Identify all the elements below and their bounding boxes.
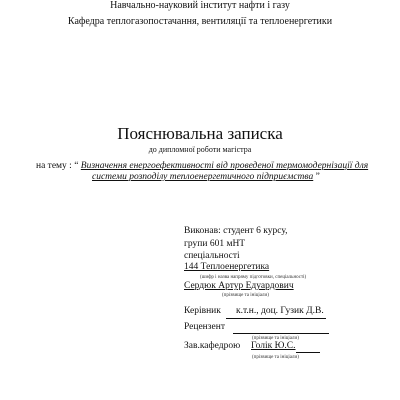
head-of-department-value: Голік Ю.С. (251, 341, 296, 351)
supervisor-value: к.т.н., доц. Гузик Д.В. (236, 306, 324, 316)
topic-line-1 (36, 160, 368, 172)
reviewer-label: Рецензент (184, 322, 225, 332)
head-of-department-caption: (прізвище та ініціали) (252, 355, 299, 360)
department-name: Кафедра теплогазопостачання, вентиляції та теплоенергетики (67, 16, 333, 27)
performer-group: групи 601 мНТ (184, 239, 246, 249)
document-subtitle: до дипломної роботи магістра (148, 145, 252, 154)
topic-text-1: Визначення енергоефективності від проведеної термомодернізації для (80, 161, 369, 171)
reviewer-underline (233, 333, 329, 334)
head-of-department-label: Зав.кафедрою (184, 341, 241, 351)
topic-text-2: системи розподілу теплоенергетичного підприємства (92, 172, 314, 182)
reviewer-caption: (прізвище та ініціали) (252, 336, 299, 341)
supervisor-underline (226, 318, 326, 319)
specialty-label: спеціальності (184, 251, 240, 261)
specialty-caption: (шифр і назва напряму підготовки, спеціальності) (200, 275, 307, 280)
performer-label: Виконав: студент 6 курсу, (184, 226, 288, 236)
head-of-department-underline (296, 352, 320, 353)
specialty-value: 144 Теплоенергетика (184, 262, 270, 272)
institute-name: Навчально-науковий інститут нафти і газу (110, 0, 290, 11)
document-title: Пояснювальна записка (117, 124, 283, 143)
topic-prefix: на тему : “ (36, 161, 79, 171)
topic-suffix: ” (315, 172, 320, 182)
topic-line-2 (92, 172, 320, 182)
supervisor-label: Керівник (184, 306, 221, 316)
performer-name: Сердюк Артур Едуардович (184, 281, 294, 291)
performer-name-caption: (прізвище та ініціали) (222, 293, 269, 298)
